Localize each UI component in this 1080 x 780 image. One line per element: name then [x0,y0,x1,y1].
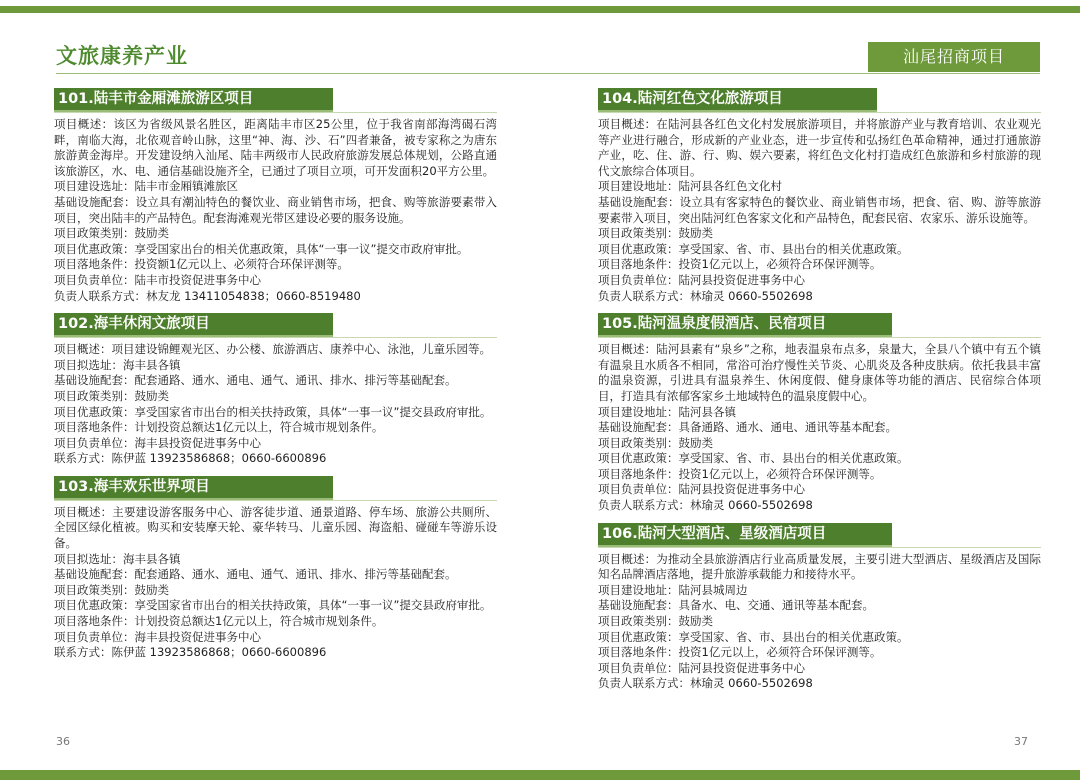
project-contact: 联系方式：陈伊蓝 13923586868；0660-6600896 [54,451,327,466]
project-site: 项目建设地址：陆河县城周边 [598,582,748,597]
project-site: 项目建设地址：陆河县各镇 [598,404,736,419]
project-overview: 项目概述：陆河县素有“泉乡”之称，地表温泉布点多，泉量大，全县八个镇中有五个镇有温泉且水质各不相同，常浴可治疗慢性关节炎、心肌炎及各种皮肤病。依托我县丰富的温泉资源，引进具有温泉养生、休闲度假、健身康体等功能的酒店、民宿综合体项目，打造具有浓郁客家乡土地域特色的温泉度假中心。 [598,342,1041,403]
project-card [598,523,1041,692]
project-conditions: 项目落地条件：投资额1亿元以上、必须符合环保评测等。 [54,257,349,272]
project-policy-category: 项目政策类别：鼓励类 [598,614,713,629]
page-number-left: 36 [56,735,70,748]
project-responsible-unit: 项目负责单位：海丰县投资促进事务中心 [54,435,261,450]
title-underline [54,112,497,113]
project-infrastructure: 基础设施配套：配套通路、通水、通电、通气、通讯、排水、排污等基础配套。 [54,373,457,388]
section-title: 文旅康养产业 [56,44,188,68]
project-title: 103.海丰欢乐世界项目 [54,476,333,500]
project-conditions: 项目落地条件：投资1亿元以上，必须符合环保评测等。 [598,645,882,660]
project-title: 104.陆河红色文化旅游项目 [598,88,877,112]
project-conditions: 项目落地条件：投资1亿元以上，必须符合环保评测等。 [598,257,882,272]
project-infrastructure: 基础设施配套：设立具有潮汕特色的餐饮业、商业销售市场，把食、购等旅游要素带入项目，突出陆丰的产品特色。配套海滩观光带区建设必要的服务设施。 [54,194,497,225]
project-overview: 项目概述：该区为省级风景名胜区，距离陆丰市区25公里，位于我省南部海湾碣石湾畔，南临大海，北依观音岭山脉，这里“神、海、沙、石”四者兼备，被专家称之为唐东旅游黄金海岸。开发建设纳入汕尾、陆丰两级市人民政府旅游发展总体规划，公路直通该旅游区，水、电、通信基础设施齐全，已通过了项目立项，可开发面积20平方公里。 [54,117,497,178]
project-conditions: 项目落地条件：计划投资总额达1亿元以上，符合城市规划条件。 [54,614,384,629]
title-underline [598,112,1041,113]
project-incentives: 项目优惠政策：享受国家出台的相关优惠政策，具体“一事一议”提交市政府审批。 [54,241,469,256]
project-infrastructure: 基础设施配套：配套通路、通水、通电、通气、通讯、排水、排污等基础配套。 [54,567,457,582]
bottom-decor-bar [0,770,1080,780]
project-title: 102.海丰休闲文旅项目 [54,313,333,337]
title-underline [54,337,497,338]
project-contact: 负责人联系方式：林瑜灵 0660-5502698 [598,498,813,513]
project-policy-category: 项目政策类别：鼓励类 [54,582,169,597]
project-card [54,476,497,661]
project-policy-category: 项目政策类别：鼓励类 [54,388,169,403]
project-card [54,88,497,304]
project-responsible-unit: 项目负责单位：陆河县投资促进事务中心 [598,660,805,675]
project-site: 项目建设选址：陆丰市金厢镇滩旅区 [54,179,238,194]
project-incentives: 项目优惠政策：享受国家省市出台的相关扶持政策，具体“一事一议”提交县政府审批。 [54,598,492,613]
title-underline [598,547,1041,548]
project-card [598,88,1041,304]
project-title: 106.陆河大型酒店、星级酒店项目 [598,523,892,547]
project-site: 项目拟选址：海丰县各镇 [54,551,181,566]
right-column [598,88,1041,701]
project-contact: 负责人联系方式：林瑜灵 0660-5502698 [598,676,813,691]
project-responsible-unit: 项目负责单位：海丰县投资促进事务中心 [54,629,261,644]
title-underline [54,500,497,501]
project-title: 105.陆河温泉度假酒店、民宿项目 [598,313,892,337]
project-incentives: 项目优惠政策：享受国家、省、市、县出台的相关优惠政策。 [598,629,909,644]
page-number-right: 37 [1014,735,1028,748]
project-overview: 项目概述：为推动全县旅游酒店行业高质量发展，主要引进大型酒店、星级酒店及国际知名品牌酒店落地，提升旅游承载能力和接待水平。 [598,551,1041,582]
title-underline [598,337,1041,338]
project-infrastructure: 基础设施配套：具备通路、通水、通电、通讯等基本配套。 [598,420,897,435]
project-card [54,313,497,467]
left-column [54,88,497,670]
project-incentives: 项目优惠政策：享受国家、省、市、县出台的相关优惠政策。 [598,241,909,256]
project-card [598,313,1041,514]
project-conditions: 项目落地条件：计划投资总额达1亿元以上，符合城市规划条件。 [54,420,384,435]
project-responsible-unit: 项目负责单位：陆河县投资促进事务中心 [598,482,805,497]
project-contact: 负责人联系方式：林瑜灵 0660-5502698 [598,288,813,303]
project-overview: 项目概述：项目建设锦鲤观光区、办公楼、旅游酒店、康养中心、泳池，儿童乐园等。 [54,342,491,357]
project-responsible-unit: 项目负责单位：陆河县投资促进事务中心 [598,272,805,287]
header-divider [56,73,1040,74]
project-title: 101.陆丰市金厢滩旅游区项目 [54,88,333,112]
project-infrastructure: 基础设施配套：设立具有客家特色的餐饮业、商业销售市场，把食、宿、购、游等旅游要素带入项目，突出陆河红色客家文化和产品特色，配套民宿、农家乐、游乐设施等。 [598,194,1041,225]
project-site: 项目建设地址：陆河县各红色文化村 [598,179,782,194]
project-policy-category: 项目政策类别：鼓励类 [598,435,713,450]
project-overview: 项目概述：在陆河县各红色文化村发展旅游项目，并将旅游产业与教育培训、农业观光等产业进行融合，形成新的产业业态，进一步宣传和弘扬红色革命精神，通过打通旅游产业，吃、住、游、行、购、娱六要素，将红色文化村打造成红色旅游和乡村旅游的现代文旅综合体项目。 [598,117,1041,178]
header-tag: 汕尾招商项目 [868,42,1040,72]
project-incentives: 项目优惠政策：享受国家、省、市、县出台的相关优惠政策。 [598,451,909,466]
top-decor-bar [0,6,1080,13]
project-incentives: 项目优惠政策：享受国家省市出台的相关扶持政策，具体“一事一议”提交县政府审批。 [54,404,492,419]
project-infrastructure: 基础设施配套：具备水、电、交通、通讯等基本配套。 [598,598,874,613]
project-policy-category: 项目政策类别：鼓励类 [598,226,713,241]
project-contact: 负责人联系方式：林友龙 13411054838；0660-8519480 [54,288,361,303]
project-policy-category: 项目政策类别：鼓励类 [54,226,169,241]
project-site: 项目拟选址：海丰县各镇 [54,357,181,372]
project-responsible-unit: 项目负责单位：陆丰市投资促进事务中心 [54,272,261,287]
project-conditions: 项目落地条件：投资1亿元以上，必须符合环保评测等。 [598,466,882,481]
project-overview: 项目概述：主要建设游客服务中心、游客徒步道、通景道路、停车场、旅游公共厕所、全园区绿化植被。购买和安装摩天轮、豪华转马、儿童乐园、海盗船、碰碰车等游乐设备。 [54,504,497,551]
project-contact: 联系方式：陈伊蓝 13923586868；0660-6600896 [54,645,327,660]
